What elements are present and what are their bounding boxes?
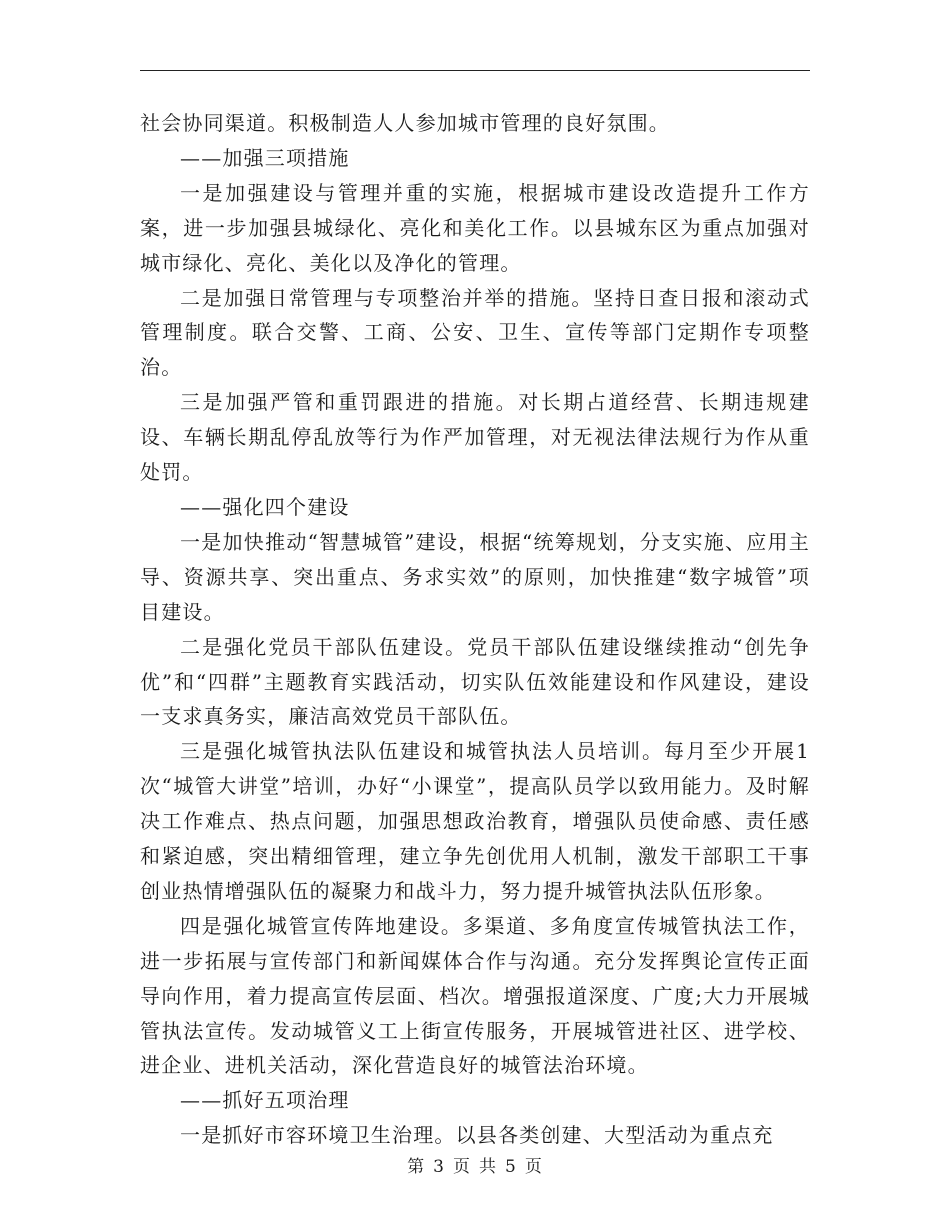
paragraph-3: 一是加强建设与管理并重的实施，根据城市建设改造提升工作方案，进一步加强县城绿化、亮化和美化工作。以县城东区为重点加强对城市绿化、亮化、美化以及净化的管理。 — [140, 180, 810, 275]
paragraph-1: 社会协同渠道。积极制造人人参加城市管理的良好氛围。 — [140, 111, 670, 135]
page-prefix: 第 — [407, 1157, 426, 1177]
section-heading-three-measures: ——加强三项措施 — [180, 145, 350, 170]
paragraph-12: 一是抓好市容环境卫生治理。以县各类创建、大型活动为重点充 — [180, 1123, 774, 1148]
page-number: 3 — [433, 1157, 445, 1177]
total-unit: 页 — [524, 1157, 543, 1177]
paragraph-7: 一是加快推动“智慧城管”建设，根据“统筹规划，分支实施、应用主导、资源共享、突出重点、务求实效”的原则，加快推建“数字城管”项目建设。 — [140, 529, 810, 624]
total-pages: 5 — [505, 1157, 517, 1177]
paragraph-8: 二是强化党员干部队伍建设。党员干部队伍建设继续推动“创先争优”和“四群”主题教育实践活动，切实队伍效能建设和作风建设，建设一支求真务实，廉洁高效党员干部队伍。 — [140, 634, 810, 729]
paragraph-9: 三是强化城管执法队伍建设和城管执法人员培训。每月至少开展1次“城管大讲堂”培训，办好“小课堂”，提高队员学以致用能力。及时解决工作难点、热点问题，加强思想政治教育，增强队员使命感、责任感和紧迫感，突出精细管理，建立争先创优用人机制，激发干部职工干事创业热情增强队伍的凝聚力和战斗力，努力提升城管执法队伍形象。 — [140, 739, 810, 903]
paragraph-4: 二是加强日常管理与专项整治并举的措施。坚持日查日报和滚动式管理制度。联合交警、工商、公安、卫生、宣传等部门定期作专项整治。 — [140, 285, 810, 380]
page-footer — [0, 1152, 950, 1177]
section-heading-five-governance: ——抓好五项治理 — [180, 1088, 350, 1113]
header-rule — [140, 70, 810, 71]
page-unit: 页 — [453, 1157, 471, 1177]
document-body — [140, 106, 810, 1153]
paragraph-5: 三是加强严管和重罚跟进的措施。对长期占道经营、长期违规建设、车辆长期乱停乱放等行为作严加管理，对无视法律法规行为作从重处罚。 — [140, 390, 810, 485]
paragraph-10: 四是强化城管宣传阵地建设。多渠道、多角度宣传城管执法工作，进一步拓展与宣传部门和新闻媒体合作与沟通。充分发挥舆论宣传正面导向作用，着力提高宣传层面、档次。增强报道深度、广度;大力开展城管执法宣传。发动城管义工上街宣传服务，开展城管进社区、进学校、进企业、进机关活动，深化营造良好的城管法治环境。 — [140, 913, 810, 1078]
section-heading-four-constructions: ——强化四个建设 — [180, 494, 350, 519]
total-prefix: 共 — [479, 1157, 497, 1177]
